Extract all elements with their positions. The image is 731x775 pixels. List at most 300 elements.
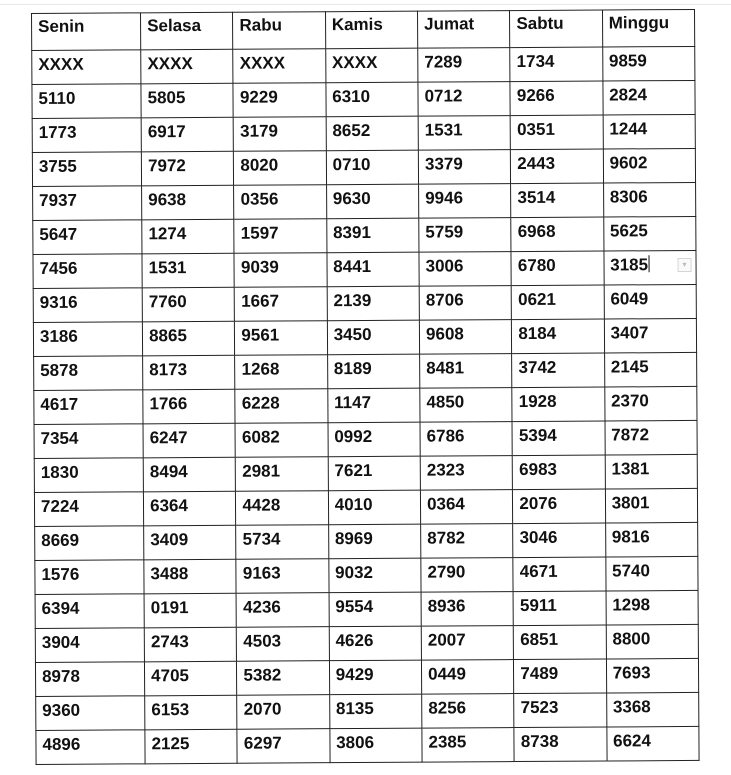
table-cell[interactable] <box>237 729 330 764</box>
cell-value: 3514 <box>517 187 556 208</box>
table-cell[interactable] <box>605 454 698 489</box>
table-cell[interactable] <box>418 116 511 151</box>
table-cell[interactable] <box>511 183 604 218</box>
cell-value: 3006 <box>425 256 464 276</box>
table-cell[interactable] <box>419 184 512 219</box>
cell-value: 9946 <box>425 188 464 208</box>
table-cell[interactable] <box>235 321 328 356</box>
table-row <box>33 250 696 288</box>
cell-value: 5805 <box>147 88 186 108</box>
table-cell-active[interactable] <box>604 250 697 285</box>
table-row <box>34 352 697 390</box>
table-cell[interactable] <box>419 252 512 287</box>
header-minggu[interactable]: Minggu <box>602 9 695 47</box>
table-cell[interactable] <box>35 594 144 629</box>
table-cell[interactable] <box>329 660 422 695</box>
table-cell[interactable] <box>603 216 696 251</box>
table-cell[interactable] <box>34 390 143 425</box>
table-row <box>36 726 699 764</box>
table-cell[interactable] <box>234 117 327 152</box>
cell-value: 1244 <box>609 119 648 139</box>
header-selasa[interactable]: Selasa <box>141 12 234 50</box>
cell-value: 4010 <box>334 494 373 515</box>
cell-value: 7456 <box>39 258 78 278</box>
table-row <box>34 454 697 492</box>
cell-value: 1766 <box>149 394 188 414</box>
table-cell[interactable] <box>143 389 236 424</box>
table-cell[interactable] <box>328 524 421 559</box>
table-cell[interactable] <box>326 184 419 219</box>
table-row <box>35 624 698 662</box>
table-cell[interactable] <box>511 149 604 184</box>
cell-value: 6082 <box>241 427 280 447</box>
table-cell[interactable] <box>603 114 696 149</box>
cell-value: 9630 <box>332 188 371 209</box>
table-cell[interactable] <box>234 185 327 220</box>
cell-value: 0449 <box>428 664 466 684</box>
cell-value: 1597 <box>240 223 279 243</box>
table-cell[interactable] <box>605 556 698 591</box>
text-cursor <box>649 255 650 272</box>
header-jumat[interactable]: Jumat <box>418 11 511 49</box>
cell-value: 7972 <box>147 156 186 176</box>
table-row <box>33 284 696 322</box>
table-cell[interactable] <box>145 695 238 730</box>
table-cell[interactable] <box>421 524 514 559</box>
table-cell[interactable] <box>422 728 515 763</box>
table-cell[interactable] <box>34 458 143 493</box>
cell-value: 6786 <box>426 426 465 446</box>
cell-value: XXXX <box>38 54 84 74</box>
header-row <box>32 9 695 50</box>
table-cell[interactable] <box>513 557 606 592</box>
cell-value: 8936 <box>427 596 466 616</box>
cell-value: 8865 <box>149 326 187 346</box>
table-cell[interactable] <box>235 423 328 458</box>
table-cell[interactable] <box>141 151 234 186</box>
header-sabtu[interactable]: Sabtu <box>510 10 603 48</box>
cell-value: 6624 <box>613 731 651 751</box>
table-cell[interactable] <box>510 47 603 82</box>
table-cell[interactable] <box>511 217 604 252</box>
table-cell[interactable] <box>514 727 607 762</box>
cell-value: 2139 <box>333 290 372 311</box>
table-cell[interactable] <box>605 420 698 455</box>
cell-value: 0621 <box>518 289 556 310</box>
cell-value: 6780 <box>517 255 556 276</box>
table-cell[interactable] <box>327 354 420 389</box>
cell-value: 5740 <box>612 561 650 581</box>
table-cell[interactable] <box>603 182 696 217</box>
table-cell[interactable] <box>33 254 142 289</box>
table-cell[interactable] <box>233 83 326 118</box>
cell-value: 8184 <box>518 323 557 344</box>
table-cell[interactable] <box>330 728 423 763</box>
table-cell[interactable] <box>36 730 145 765</box>
cell-value: 9816 <box>611 527 650 547</box>
table-cell[interactable] <box>141 49 234 84</box>
table-cell[interactable] <box>144 627 237 662</box>
table-cell[interactable] <box>141 117 234 152</box>
cell-value: 1576 <box>41 564 80 584</box>
cell-value: 9032 <box>335 562 374 583</box>
table-cell[interactable] <box>421 592 514 627</box>
table-body <box>32 46 699 764</box>
cell-value: 2145 <box>610 357 649 377</box>
table-cell[interactable] <box>236 525 329 560</box>
chevron-down-icon[interactable]: ▾ <box>678 258 692 272</box>
table-cell[interactable] <box>142 287 235 322</box>
cell-value: 2981 <box>242 461 281 481</box>
cell-value: 7621 <box>334 460 373 481</box>
table-row <box>35 590 698 628</box>
cell-value: 2070 <box>243 699 282 719</box>
cell-value: 3806 <box>336 732 375 753</box>
table-cell[interactable] <box>328 388 421 423</box>
table-row <box>33 182 696 220</box>
cell-value: 1667 <box>241 291 280 311</box>
table-cell[interactable] <box>513 489 606 524</box>
table-cell[interactable] <box>144 593 237 628</box>
cell-value: 8306 <box>609 187 648 207</box>
table-cell[interactable] <box>512 319 605 354</box>
cell-value: 9859 <box>608 51 647 71</box>
table-cell[interactable] <box>144 525 237 560</box>
number-table <box>31 9 700 765</box>
table-row <box>35 556 698 594</box>
cell-value: 3801 <box>611 493 650 513</box>
cell-value: 7354 <box>40 428 79 448</box>
table-row <box>32 46 695 84</box>
cell-value: 8669 <box>41 530 80 550</box>
page-top-rule <box>0 4 731 5</box>
cell-value: 0712 <box>424 86 463 106</box>
table-cell[interactable] <box>237 695 330 730</box>
table-cell[interactable] <box>34 492 143 527</box>
table-cell[interactable] <box>326 150 419 185</box>
table-cell[interactable] <box>32 50 141 85</box>
cell-value: 8738 <box>520 731 559 752</box>
cell-value: 9561 <box>241 325 280 345</box>
table-cell[interactable] <box>420 354 513 389</box>
table-row <box>35 658 698 696</box>
cell-value: 8969 <box>334 528 373 549</box>
table-cell[interactable] <box>418 82 511 117</box>
cell-value: 8481 <box>426 358 465 378</box>
table-cell[interactable] <box>418 48 511 83</box>
cell-value: 3186 <box>39 326 78 346</box>
table-cell[interactable] <box>421 558 514 593</box>
cell-value: 9163 <box>242 563 281 583</box>
cell-value: 0710 <box>332 154 371 175</box>
table-cell[interactable] <box>33 322 142 357</box>
table-cell[interactable] <box>604 284 697 319</box>
table-cell[interactable] <box>236 491 329 526</box>
cell-value: 7224 <box>40 496 79 516</box>
table-cell[interactable] <box>604 386 697 421</box>
cell-value: 8441 <box>333 256 372 277</box>
table-cell[interactable] <box>143 355 236 390</box>
table-cell[interactable] <box>142 321 235 356</box>
cell-value: 5911 <box>519 595 557 616</box>
cell-value: 9039 <box>240 257 279 277</box>
header-kamis[interactable]: Kamis <box>325 11 418 49</box>
table-cell[interactable] <box>421 626 514 661</box>
table-cell[interactable] <box>513 455 606 490</box>
table-cell[interactable] <box>235 389 328 424</box>
table-cell[interactable] <box>418 150 511 185</box>
cell-value: 8800 <box>612 629 651 649</box>
cell-value: 8706 <box>425 290 464 310</box>
table-row <box>33 318 696 356</box>
table-cell[interactable] <box>510 115 603 150</box>
cell-value: 6153 <box>151 700 190 720</box>
cell-value: 8173 <box>149 360 188 380</box>
table-cell[interactable] <box>602 46 695 81</box>
table-cell[interactable] <box>605 522 698 557</box>
cell-value: 4428 <box>242 495 281 515</box>
table-cell[interactable] <box>234 151 327 186</box>
cell-value: 7289 <box>424 52 463 72</box>
cell-value: 1928 <box>518 391 557 412</box>
cell-value: 6983 <box>519 459 558 480</box>
table-cell[interactable] <box>235 287 328 322</box>
cell-value: XXXX <box>331 52 378 73</box>
table-cell[interactable] <box>513 523 606 558</box>
cell-value: 7760 <box>148 292 187 312</box>
cell-value: 9602 <box>609 153 648 173</box>
table-cell[interactable] <box>421 660 514 695</box>
table-cell[interactable] <box>145 661 238 696</box>
cell-value: 3407 <box>610 323 649 343</box>
cell-value: 5759 <box>425 222 464 242</box>
cell-value: 4850 <box>426 392 465 412</box>
cell-value: 6247 <box>149 428 188 448</box>
table-cell[interactable] <box>514 659 607 694</box>
table-cell[interactable] <box>419 320 512 355</box>
table-cell[interactable] <box>512 285 605 320</box>
cell-value: 3179 <box>240 121 279 141</box>
cell-value: 8652 <box>332 120 371 141</box>
cell-value: 2076 <box>519 493 558 514</box>
cell-value: 3185 <box>610 255 649 275</box>
table-cell[interactable] <box>511 251 604 286</box>
table-cell[interactable] <box>34 356 143 391</box>
table-cell[interactable] <box>32 152 141 187</box>
cell-value: 8494 <box>149 462 188 482</box>
cell-value: 1531 <box>148 258 187 278</box>
table-cell[interactable] <box>328 490 421 525</box>
table-row <box>35 522 698 560</box>
table-cell[interactable] <box>35 526 144 561</box>
cell-value: XXXX <box>239 53 286 73</box>
cell-value: 4503 <box>243 631 282 651</box>
cell-value: 7937 <box>39 190 78 210</box>
cell-value: 5734 <box>242 529 281 549</box>
table-cell[interactable] <box>35 560 144 595</box>
table-cell[interactable] <box>512 421 605 456</box>
cell-value: 6310 <box>332 86 371 107</box>
table-cell[interactable] <box>235 355 328 390</box>
cell-value: 5625 <box>609 221 648 241</box>
table-cell[interactable] <box>144 491 237 526</box>
table-cell[interactable] <box>326 82 419 117</box>
table-cell[interactable] <box>236 559 329 594</box>
table-cell[interactable] <box>514 693 607 728</box>
table-cell[interactable] <box>236 457 329 492</box>
table-cell[interactable] <box>604 318 697 353</box>
table-cell[interactable] <box>419 286 512 321</box>
cell-value: 2370 <box>610 391 649 411</box>
cell-value: 3368 <box>612 697 651 717</box>
table-cell[interactable] <box>514 625 607 660</box>
table-cell[interactable] <box>606 590 699 625</box>
cell-value: 3904 <box>41 632 80 652</box>
table-row <box>34 488 697 526</box>
table-cell[interactable] <box>512 353 605 388</box>
document-table-wrapper <box>31 9 700 765</box>
cell-value: 8391 <box>333 222 371 243</box>
cell-value: 4671 <box>519 561 558 582</box>
table-cell[interactable] <box>234 219 327 254</box>
table-cell[interactable] <box>328 422 421 457</box>
table-cell[interactable] <box>604 352 697 387</box>
table-cell[interactable] <box>36 696 145 731</box>
cell-value: 8978 <box>41 666 80 686</box>
cell-value: 1274 <box>148 224 187 244</box>
table-cell[interactable] <box>144 559 237 594</box>
table-cell[interactable] <box>145 729 238 764</box>
table-cell[interactable] <box>327 252 420 287</box>
table-row <box>33 216 696 254</box>
table-cell[interactable] <box>607 726 700 761</box>
cell-value: 1531 <box>424 120 463 140</box>
table-cell[interactable] <box>605 488 698 523</box>
table-cell[interactable] <box>32 84 141 119</box>
header-rabu[interactable]: Rabu <box>233 12 326 50</box>
table-cell[interactable] <box>328 456 421 491</box>
cell-value: 7872 <box>611 425 650 445</box>
cell-value: 1147 <box>334 392 372 413</box>
cell-value: 6049 <box>610 289 649 309</box>
cell-value: 2824 <box>609 85 648 105</box>
cell-value: 5382 <box>243 665 282 685</box>
cell-value: 4626 <box>335 630 374 651</box>
table-cell[interactable] <box>141 83 234 118</box>
table-cell[interactable] <box>606 624 699 659</box>
table-cell[interactable] <box>329 558 422 593</box>
cell-value: 3755 <box>38 156 77 176</box>
table-cell[interactable] <box>603 80 696 115</box>
table-row <box>32 114 695 152</box>
table-cell[interactable] <box>237 661 330 696</box>
table-cell[interactable] <box>233 49 326 84</box>
table-cell[interactable] <box>329 626 422 661</box>
table-cell[interactable] <box>33 288 142 323</box>
cell-value: 5647 <box>39 224 78 244</box>
table-cell[interactable] <box>236 593 329 628</box>
cell-value: 0356 <box>240 189 279 209</box>
table-cell[interactable] <box>420 422 513 457</box>
table-row <box>32 148 695 186</box>
table-cell[interactable] <box>143 457 236 492</box>
cell-value: 6364 <box>150 496 188 516</box>
table-cell[interactable] <box>606 658 699 693</box>
cell-value: 5110 <box>38 88 76 108</box>
cell-value: 4236 <box>242 597 281 617</box>
header-senin[interactable]: Senin <box>32 13 141 51</box>
table-cell[interactable] <box>510 81 603 116</box>
table-cell[interactable] <box>33 186 142 221</box>
cell-value: 6968 <box>517 221 556 242</box>
cell-value: 6394 <box>41 598 80 618</box>
table-cell[interactable] <box>329 694 422 729</box>
cell-value: 9638 <box>148 190 187 210</box>
cell-value: 2790 <box>427 562 466 582</box>
cell-value: 6297 <box>243 733 282 753</box>
table-cell[interactable] <box>325 48 418 83</box>
table-row <box>32 80 695 118</box>
table-cell[interactable] <box>326 218 419 253</box>
table-cell[interactable] <box>419 218 512 253</box>
table-cell[interactable] <box>420 490 513 525</box>
table-cell[interactable] <box>603 148 696 183</box>
table-cell[interactable] <box>326 116 419 151</box>
table-cell[interactable] <box>420 456 513 491</box>
cell-value: 8256 <box>428 698 467 718</box>
cell-value: 2007 <box>427 630 466 650</box>
cell-value: 3379 <box>424 154 463 174</box>
cell-value: 3450 <box>333 324 372 345</box>
table-cell[interactable] <box>35 628 144 663</box>
table-cell[interactable] <box>327 320 420 355</box>
cell-value: 0351 <box>517 119 555 140</box>
table-cell[interactable] <box>142 185 235 220</box>
table-cell[interactable] <box>237 627 330 662</box>
cell-value: 2125 <box>151 734 190 754</box>
cell-value: 9316 <box>39 292 78 312</box>
cell-value: 6228 <box>241 393 280 413</box>
cell-value: 9360 <box>42 700 81 720</box>
cell-value: 4705 <box>151 666 190 686</box>
table-cell[interactable] <box>32 118 141 153</box>
table-cell[interactable] <box>327 286 420 321</box>
table-cell[interactable] <box>606 692 699 727</box>
cell-value: 2323 <box>426 460 465 480</box>
cell-value: 0364 <box>426 494 465 514</box>
cell-value: 7693 <box>612 663 651 683</box>
cell-value: 3046 <box>519 527 558 548</box>
cell-value: 6917 <box>147 122 186 142</box>
cell-value: 5394 <box>518 425 557 446</box>
table-cell[interactable] <box>142 219 235 254</box>
table-cell[interactable] <box>234 253 327 288</box>
cell-value: 7523 <box>520 697 559 718</box>
cell-value: 3409 <box>150 530 189 550</box>
table-cell[interactable] <box>34 424 143 459</box>
table-cell[interactable] <box>33 220 142 255</box>
table-cell[interactable] <box>142 253 235 288</box>
table-cell[interactable] <box>35 662 144 697</box>
table-cell[interactable] <box>512 387 605 422</box>
cell-value: 1298 <box>612 595 651 615</box>
cell-value: 7489 <box>520 663 559 684</box>
table-cell[interactable] <box>420 388 513 423</box>
table-cell[interactable] <box>329 592 422 627</box>
table-cell[interactable] <box>422 694 515 729</box>
table-cell[interactable] <box>513 591 606 626</box>
table-cell[interactable] <box>143 423 236 458</box>
